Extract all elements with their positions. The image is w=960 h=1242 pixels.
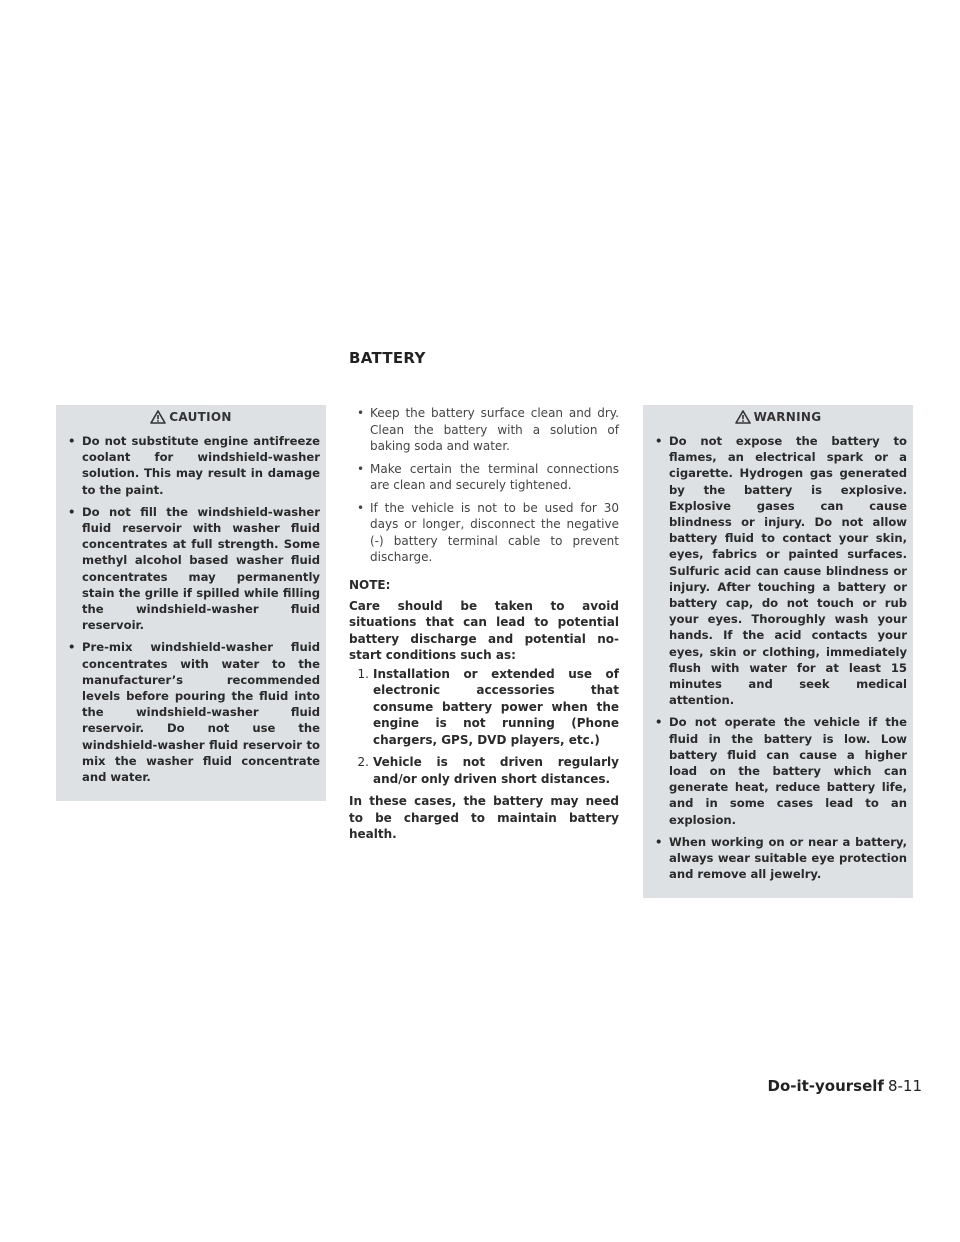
warning-heading: WARNING [753,410,822,424]
closing-text: In these cases, the battery may need to be charged to maintain battery health. [349,794,619,841]
warning-item: • When working on or near a battery, always wear suitable eye protection and remove all jewelry. [655,834,907,882]
caution-heading: CAUTION [169,410,232,424]
warning-triangle-icon [735,410,751,424]
battery-tip: • Keep the battery surface clean and dry. Clean the battery with a solution of baking soda and water. [357,406,619,453]
battery-tip: • Make certain the terminal connections are clean and securely tightened. [357,461,619,492]
caution-item: • Pre-mix windshield-washer fluid concentrates with water to the manufacturer’s recommended levels before pouring the fluid into the windshield-washer fluid reservoir. Do not use the windshield-washer fluid reservoir to mix the washer fluid concentrate and water. [68,640,320,785]
caution-header [56,405,326,429]
page-number: 8-11 [887,1077,922,1095]
numbered-item: 1. Installation or extended use of electronic accessories that consume battery power when the engine is not running (Phone chargers, GPS, DVD players, etc.) [357,666,619,747]
numbered-item: 2. Vehicle is not driven regularly and/or only driven short distances. [357,755,619,786]
section-title: BATTERY [349,349,426,367]
column-right [643,405,913,898]
battery-tip: • If the vehicle is not to be used for 30 days or longer, disconnect the negative (-) battery terminal cable to prevent discharge. [357,500,619,564]
warning-item: • Do not operate the vehicle if the fluid in the battery is low. Low battery fluid can cause a higher load on the battery which can generate heat, reduce battery life, and in some cases lead to an explosion. [655,715,907,827]
warning-item: • Do not expose the battery to flames, an electrical spark or a cigarette. Hydrogen gas generated by the battery is explosive. Explosive gases can cause blindness or injury. Do not allow battery fluid to contact your skin, eyes, fabrics or painted surfaces. Sulfuric acid can cause blindness or injury. After touching a battery or battery cap, do not touch or rub your eyes. Thoroughly wash your hands. If the acid contacts your eyes, skin or clothing, immediately flush with water for at least 15 minutes and seek medical attention. [655,434,907,708]
caution-box [56,405,326,801]
note-label: NOTE: [349,577,391,592]
footer-section: Do-it-yourself [767,1077,884,1095]
warning-triangle-icon [150,410,166,424]
page-footer [768,1077,923,1095]
note-text: Care should be taken to avoid situations that can lead to potential battery discharge and potential no-start conditions such as: [349,598,619,662]
caution-item: • Do not fill the windshield-washer fluid reservoir with washer fluid concentrates at full strength. Some methyl alcohol based washer fluid concentrates may permanently stain the grille if spilled while filling the windshield-washer fluid reservoir. [68,504,320,633]
column-middle [349,405,619,843]
warning-header [643,405,913,429]
column-left [56,405,326,801]
warning-box [643,405,913,898]
caution-item: • Do not substitute engine antifreeze coolant for windshield-washer solution. This may result in damage to the paint. [68,434,320,497]
